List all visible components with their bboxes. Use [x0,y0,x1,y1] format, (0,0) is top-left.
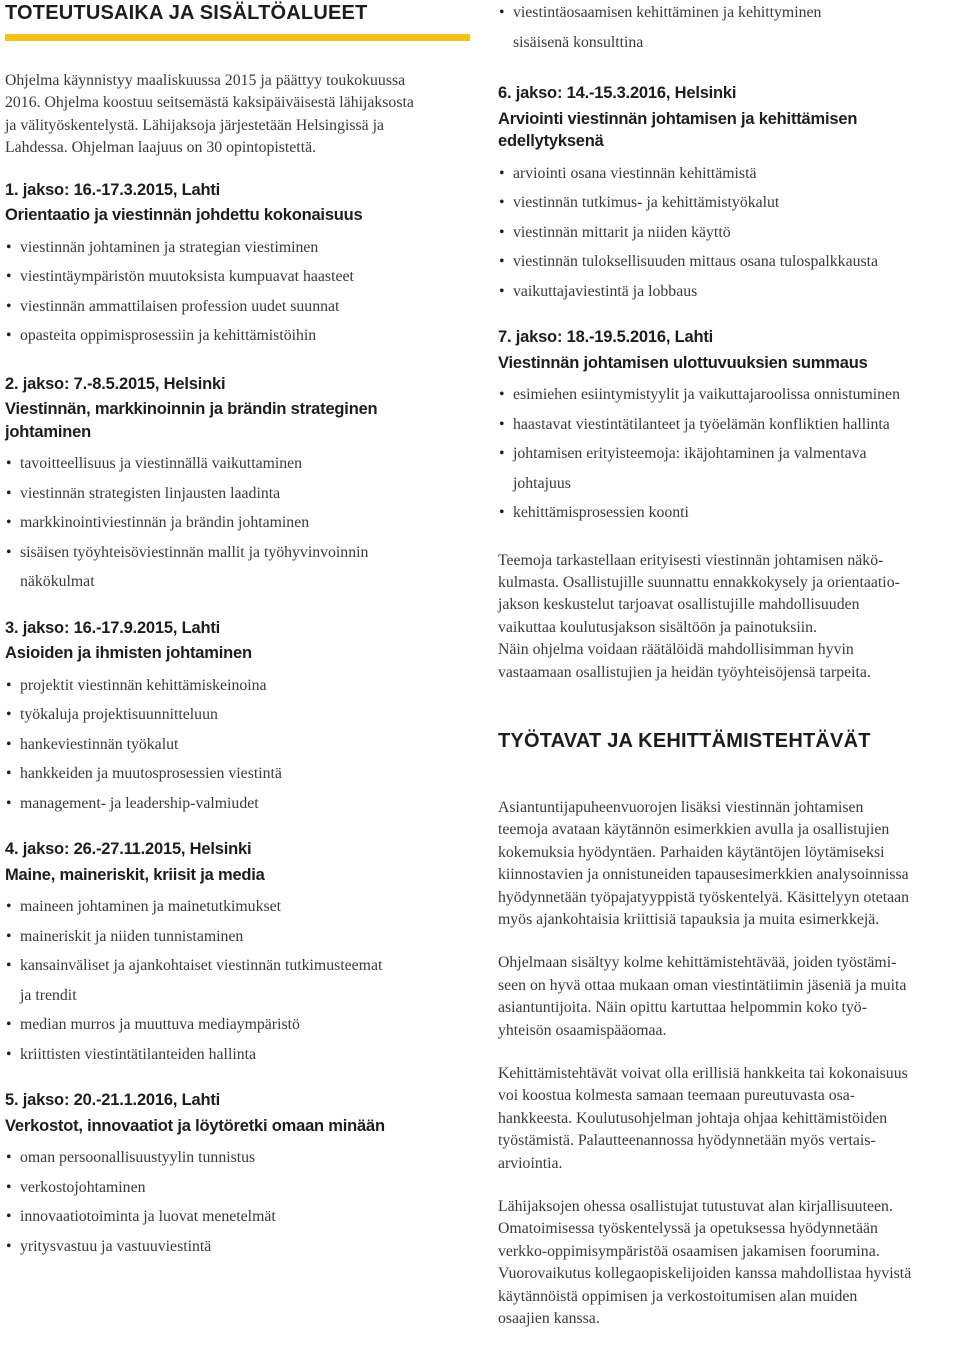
section-title-work-methods: TYÖTAVAT JA KEHITTÄMISTEHTÄVÄT [498,729,871,752]
period-topic-line-2: edellytyksenä [498,132,604,150]
period-topic-line-2: johtaminen [5,422,92,441]
work-methods-paragraph-3: Kehittämistehtävät voivat olla erillisiä hankkeita tai kokonaisuus voi koostua kolmesta samaan teemaan pureutuvasta osa- hankkeesta. Koulutusohjelman johtaja ohjaa kehittämistöiden työstämistä. Palautteenannossa hyödynnetään myös vertais- arviointia. [498,1065,908,1172]
list-item: • vaikuttajaviestintä ja lobbaus [498,277,960,307]
period-3-heading [5,617,470,665]
list-item: • viestintäympäristön muutoksista kumpuavat haasteet [5,262,470,292]
period-3-list [5,671,470,819]
period-date: 7. jakso: 18.-19.5.2016, Lahti [498,328,714,346]
period-topic: Viestinnän, markkinoinnin ja brändin strateginen [5,400,378,419]
list-item: • markkinointiviestinnän ja brändin johtaminen [5,508,470,538]
list-item: • haastavat viestintätilanteet ja työelämän konfliktien hallinta [498,410,960,440]
list-item: • esimiehen esiintymistyylit ja vaikuttajaroolissa onnistuminen [498,380,960,410]
period-date: 4. jakso: 26.-27.11.2015, Helsinki [5,840,252,859]
list-item: • verkostojohtaminen [5,1173,470,1203]
list-item: • maineen johtaminen ja mainetutkimukset [5,892,470,922]
period-7-list [498,380,960,528]
list-item: • kriittisten viestintätilanteiden hallinta [5,1040,470,1070]
list-item: • management- ja leadership-valmiudet [5,789,470,819]
left-column [5,0,470,1261]
list-item: • viestinnän strategisten linjausten laadinta [5,479,470,509]
intro-paragraph: Ohjelma käynnistyy maaliskuussa 2015 ja päättyy toukokuussa 2016. Ohjelma koostuu seitsemästä kaksipäiväisestä lähijaksosta ja välityöskentelystä. Lähijaksoja järjestetään Helsingissä ja Lahdessa. Ohjelman laajuus on 30 opintopistettä. [5,72,414,157]
section-title: TOTEUTUSAIKA JA SISÄLTÖALUEET [5,2,368,24]
list-item: • arviointi osana viestinnän kehittämistä [498,159,960,189]
period-5-list [5,1143,470,1261]
list-item: • hankkeiden ja muutosprosessien viestintä [5,759,470,789]
list-item: • johtamisen erityisteemoja: ikäjohtaminen ja valmentava johtajuus [498,439,960,498]
period-6-heading [498,82,960,153]
period-7-heading [498,326,960,374]
list-item: • oman persoonallisuustyylin tunnistus [5,1143,470,1173]
themes-paragraph: Teemoja tarkastellaan erityisesti viestinnän johtamisen näkö- kulmasta. Osallistujille suunnattu ennakkokysely ja orientaatio- jakson keskustelut tarjoavat osallistujille mahdollisuuden vaikuttaa koulutusjakson sisältöön ja painotuksiin. Näin ohjelma voidaan räätälöidä mahdollisimman hyvin vastaamaan osallistujien ja heidän työyhteisöjensä tarpeita. [498,551,900,681]
period-date: 1. jakso: 16.-17.3.2015, Lahti [5,180,221,199]
work-methods-paragraph-2: Ohjelmaan sisältyy kolme kehittämistehtävää, joiden työstämi- seen on hyvä ottaa mukaan oman viestintätiimin jäseniä ja muita asiantuntijoita. Näin opittu kartuttaa helpommin koko työ- yhteisön osaamispääomaa. [498,954,907,1039]
period-date: 2. jakso: 7.-8.5.2015, Helsinki [5,374,226,393]
list-item: • maineriskit ja niiden tunnistaminen [5,922,470,952]
list-item: • yritysvastuu ja vastuuviestintä [5,1232,470,1262]
period-topic: Maine, maineriskit, kriisit ja media [5,865,265,884]
title-underline-bar [5,34,470,41]
period-5-heading [5,1089,470,1137]
list-item: • viestinnän ammattilaisen profession uudet suunnat [5,292,470,322]
list-item: • kansainväliset ja ajankohtaiset viestinnän tutkimusteemat ja trendit [5,951,470,1010]
period-2-list [5,449,470,597]
period-topic: Verkostot, innovaatiot ja löytöretki omaan minään [5,1116,385,1135]
period-2-heading [5,373,470,444]
period-4-list [5,892,470,1069]
list-item: • viestinnän mittarit ja niiden käyttö [498,218,960,248]
period-date: 3. jakso: 16.-17.9.2015, Lahti [5,618,221,637]
list-item: • median murros ja muuttuva mediaympäristö [5,1010,470,1040]
list-item: • viestintäosaamisen kehittäminen ja kehittyminen sisäisenä konsulttina [498,0,960,57]
list-item: • viestinnän tuloksellisuuden mittaus osana tulospalkkausta [498,247,960,277]
list-item: • työkaluja projektisuunnitteluun [5,700,470,730]
list-item: • innovaatiotoiminta ja luovat menetelmät [5,1202,470,1232]
period-4-heading [5,838,470,886]
continued-list [498,0,960,57]
list-item: • kehittämisprosessien koonti [498,498,960,528]
period-6-list [498,159,960,307]
period-topic: Asioiden ja ihmisten johtaminen [5,644,252,663]
work-methods-paragraph-1: Asiantuntijapuheenvuorojen lisäksi viestinnän johtamisen teemoja avataan käytännön esimerkkien avulla ja osallistujien kokemuksia hyödyntäen. Parhaiden käytäntöjen löytämiseksi kiinnostavien ja onnistuneiden tapausesimerkkien analysoinnissa hyödynnetään työpajatyyppistä työskentelyä. Käsittelyyn otetaan myös ajankohtaisia kriittisiä tapauksia ja muita esimerkkejä. [498,798,910,928]
period-topic: Viestinnän johtamisen ulottuvuuksien summaus [498,353,868,372]
list-item: • viestinnän johtaminen ja strategian viestiminen [5,233,470,263]
right-column [498,0,960,1330]
period-1-heading [5,179,470,227]
list-item: • tavoitteellisuus ja viestinnällä vaikuttaminen [5,449,470,479]
list-item: • hankeviestinnän työkalut [5,730,470,760]
period-topic: Arviointi viestinnän johtamisen ja kehittämisen [498,109,858,128]
list-item: • opasteita oppimisprosessiin ja kehittämistöihin [5,321,470,351]
list-item: • projektit viestinnän kehittämiskeinoina [5,671,470,701]
period-date: 5. jakso: 20.-21.1.2016, Lahti [5,1091,221,1110]
period-date: 6. jakso: 14.-15.3.2016, Helsinki [498,84,737,102]
list-item: • sisäisen työyhteisöviestinnän mallit ja työhyvinvoinnin näkökulmat [5,538,470,597]
period-1-list [5,233,470,351]
list-item: • viestinnän tutkimus- ja kehittämistyökalut [498,188,960,218]
work-methods-paragraph-4: Lähijaksojen ohessa osallistujat tutustuvat alan kirjallisuuteen. Omatoimisessa työskentelyssä ja opetuksessa hyödynnetään verkko-oppimisympäristöä osaamisen jakamisen foorumina. Vuorovaikutus kollegaopiskelijoiden kanssa mahdollistaa hyvistä käytännöistä oppimisen ja verkostoitumisen alan muiden osaajien kanssa. [498,1198,912,1328]
period-topic: Orientaatio ja viestinnän johdettu kokonaisuus [5,206,363,225]
